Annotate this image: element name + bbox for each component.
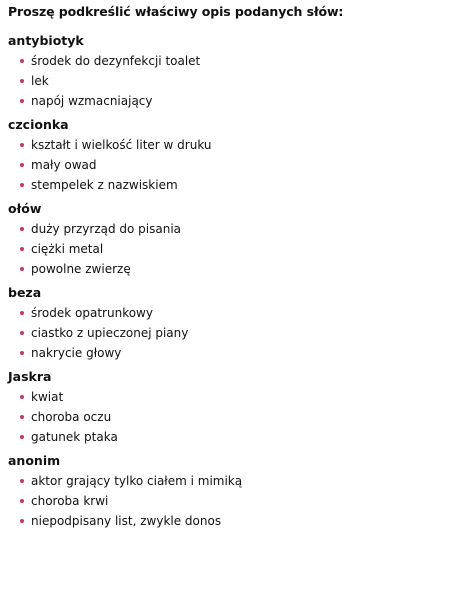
option-label: kształt i wielkość liter w druku <box>31 138 212 152</box>
entry-beza <box>8 285 454 363</box>
word-heading: czcionka <box>8 117 69 132</box>
option-label: ciastko z upieczonej piany <box>31 326 189 340</box>
entry-czcionka <box>8 117 454 195</box>
bullet-icon <box>20 499 24 503</box>
option-label: gatunek ptaka <box>31 430 118 444</box>
bullet-icon <box>20 79 24 83</box>
option-item[interactable] <box>20 323 454 343</box>
bullet-icon <box>20 435 24 439</box>
option-label: ciężki metal <box>31 242 104 256</box>
bullet-icon <box>20 479 24 483</box>
bullet-icon <box>20 163 24 167</box>
bullet-icon <box>20 395 24 399</box>
entry-olow <box>8 201 454 279</box>
word-heading: antybiotyk <box>8 33 84 48</box>
option-item[interactable] <box>20 511 454 531</box>
option-item[interactable] <box>20 303 454 323</box>
entry-antybiotyk <box>8 33 454 111</box>
option-label: choroba oczu <box>31 410 112 424</box>
option-list <box>8 387 454 447</box>
option-list <box>8 135 454 195</box>
option-item[interactable] <box>20 343 454 363</box>
option-item[interactable] <box>20 51 454 71</box>
option-label: duży przyrząd do pisania <box>31 222 182 236</box>
option-label: kwiat <box>31 390 64 404</box>
word-heading: anonim <box>8 453 61 468</box>
option-label: lek <box>31 74 49 88</box>
option-label: powolne zwierzę <box>31 262 131 276</box>
bullet-icon <box>20 267 24 271</box>
bullet-icon <box>20 311 24 315</box>
entry-anonim <box>8 453 454 531</box>
option-item[interactable] <box>20 71 454 91</box>
entry-jaskra <box>8 369 454 447</box>
option-list <box>8 51 454 111</box>
bullet-icon <box>20 143 24 147</box>
option-item[interactable] <box>20 175 454 195</box>
bullet-icon <box>20 351 24 355</box>
option-item[interactable] <box>20 219 454 239</box>
option-list <box>8 219 454 279</box>
option-list <box>8 471 454 531</box>
word-heading: beza <box>8 285 42 300</box>
bullet-icon <box>20 99 24 103</box>
bullet-icon <box>20 519 24 523</box>
option-item[interactable] <box>20 491 454 511</box>
bullet-icon <box>20 183 24 187</box>
option-item[interactable] <box>20 407 454 427</box>
option-item[interactable] <box>20 387 454 407</box>
option-item[interactable] <box>20 239 454 259</box>
option-item[interactable] <box>20 135 454 155</box>
option-label: niepodpisany list, zwykle donos <box>31 514 222 528</box>
option-item[interactable] <box>20 471 454 491</box>
option-item[interactable] <box>20 155 454 175</box>
word-heading: Jaskra <box>8 369 52 384</box>
word-heading: ołów <box>8 201 42 216</box>
option-list <box>8 303 454 363</box>
option-item[interactable] <box>20 427 454 447</box>
option-label: nakrycie głowy <box>31 346 122 360</box>
option-item[interactable] <box>20 259 454 279</box>
bullet-icon <box>20 247 24 251</box>
bullet-icon <box>20 227 24 231</box>
option-item[interactable] <box>20 91 454 111</box>
option-label: mały owad <box>31 158 97 172</box>
option-label: środek do dezynfekcji toalet <box>31 54 201 68</box>
bullet-icon <box>20 331 24 335</box>
option-label: aktor grający tylko ciałem i mimiką <box>31 474 243 488</box>
bullet-icon <box>20 59 24 63</box>
instruction-text: Proszę podkreślić właściwy opis podanych słów: <box>8 4 344 19</box>
option-label: stempelek z nazwiskiem <box>31 178 178 192</box>
bullet-icon <box>20 415 24 419</box>
option-label: choroba krwi <box>31 494 109 508</box>
option-label: napój wzmacniający <box>31 94 153 108</box>
option-label: środek opatrunkowy <box>31 306 153 320</box>
